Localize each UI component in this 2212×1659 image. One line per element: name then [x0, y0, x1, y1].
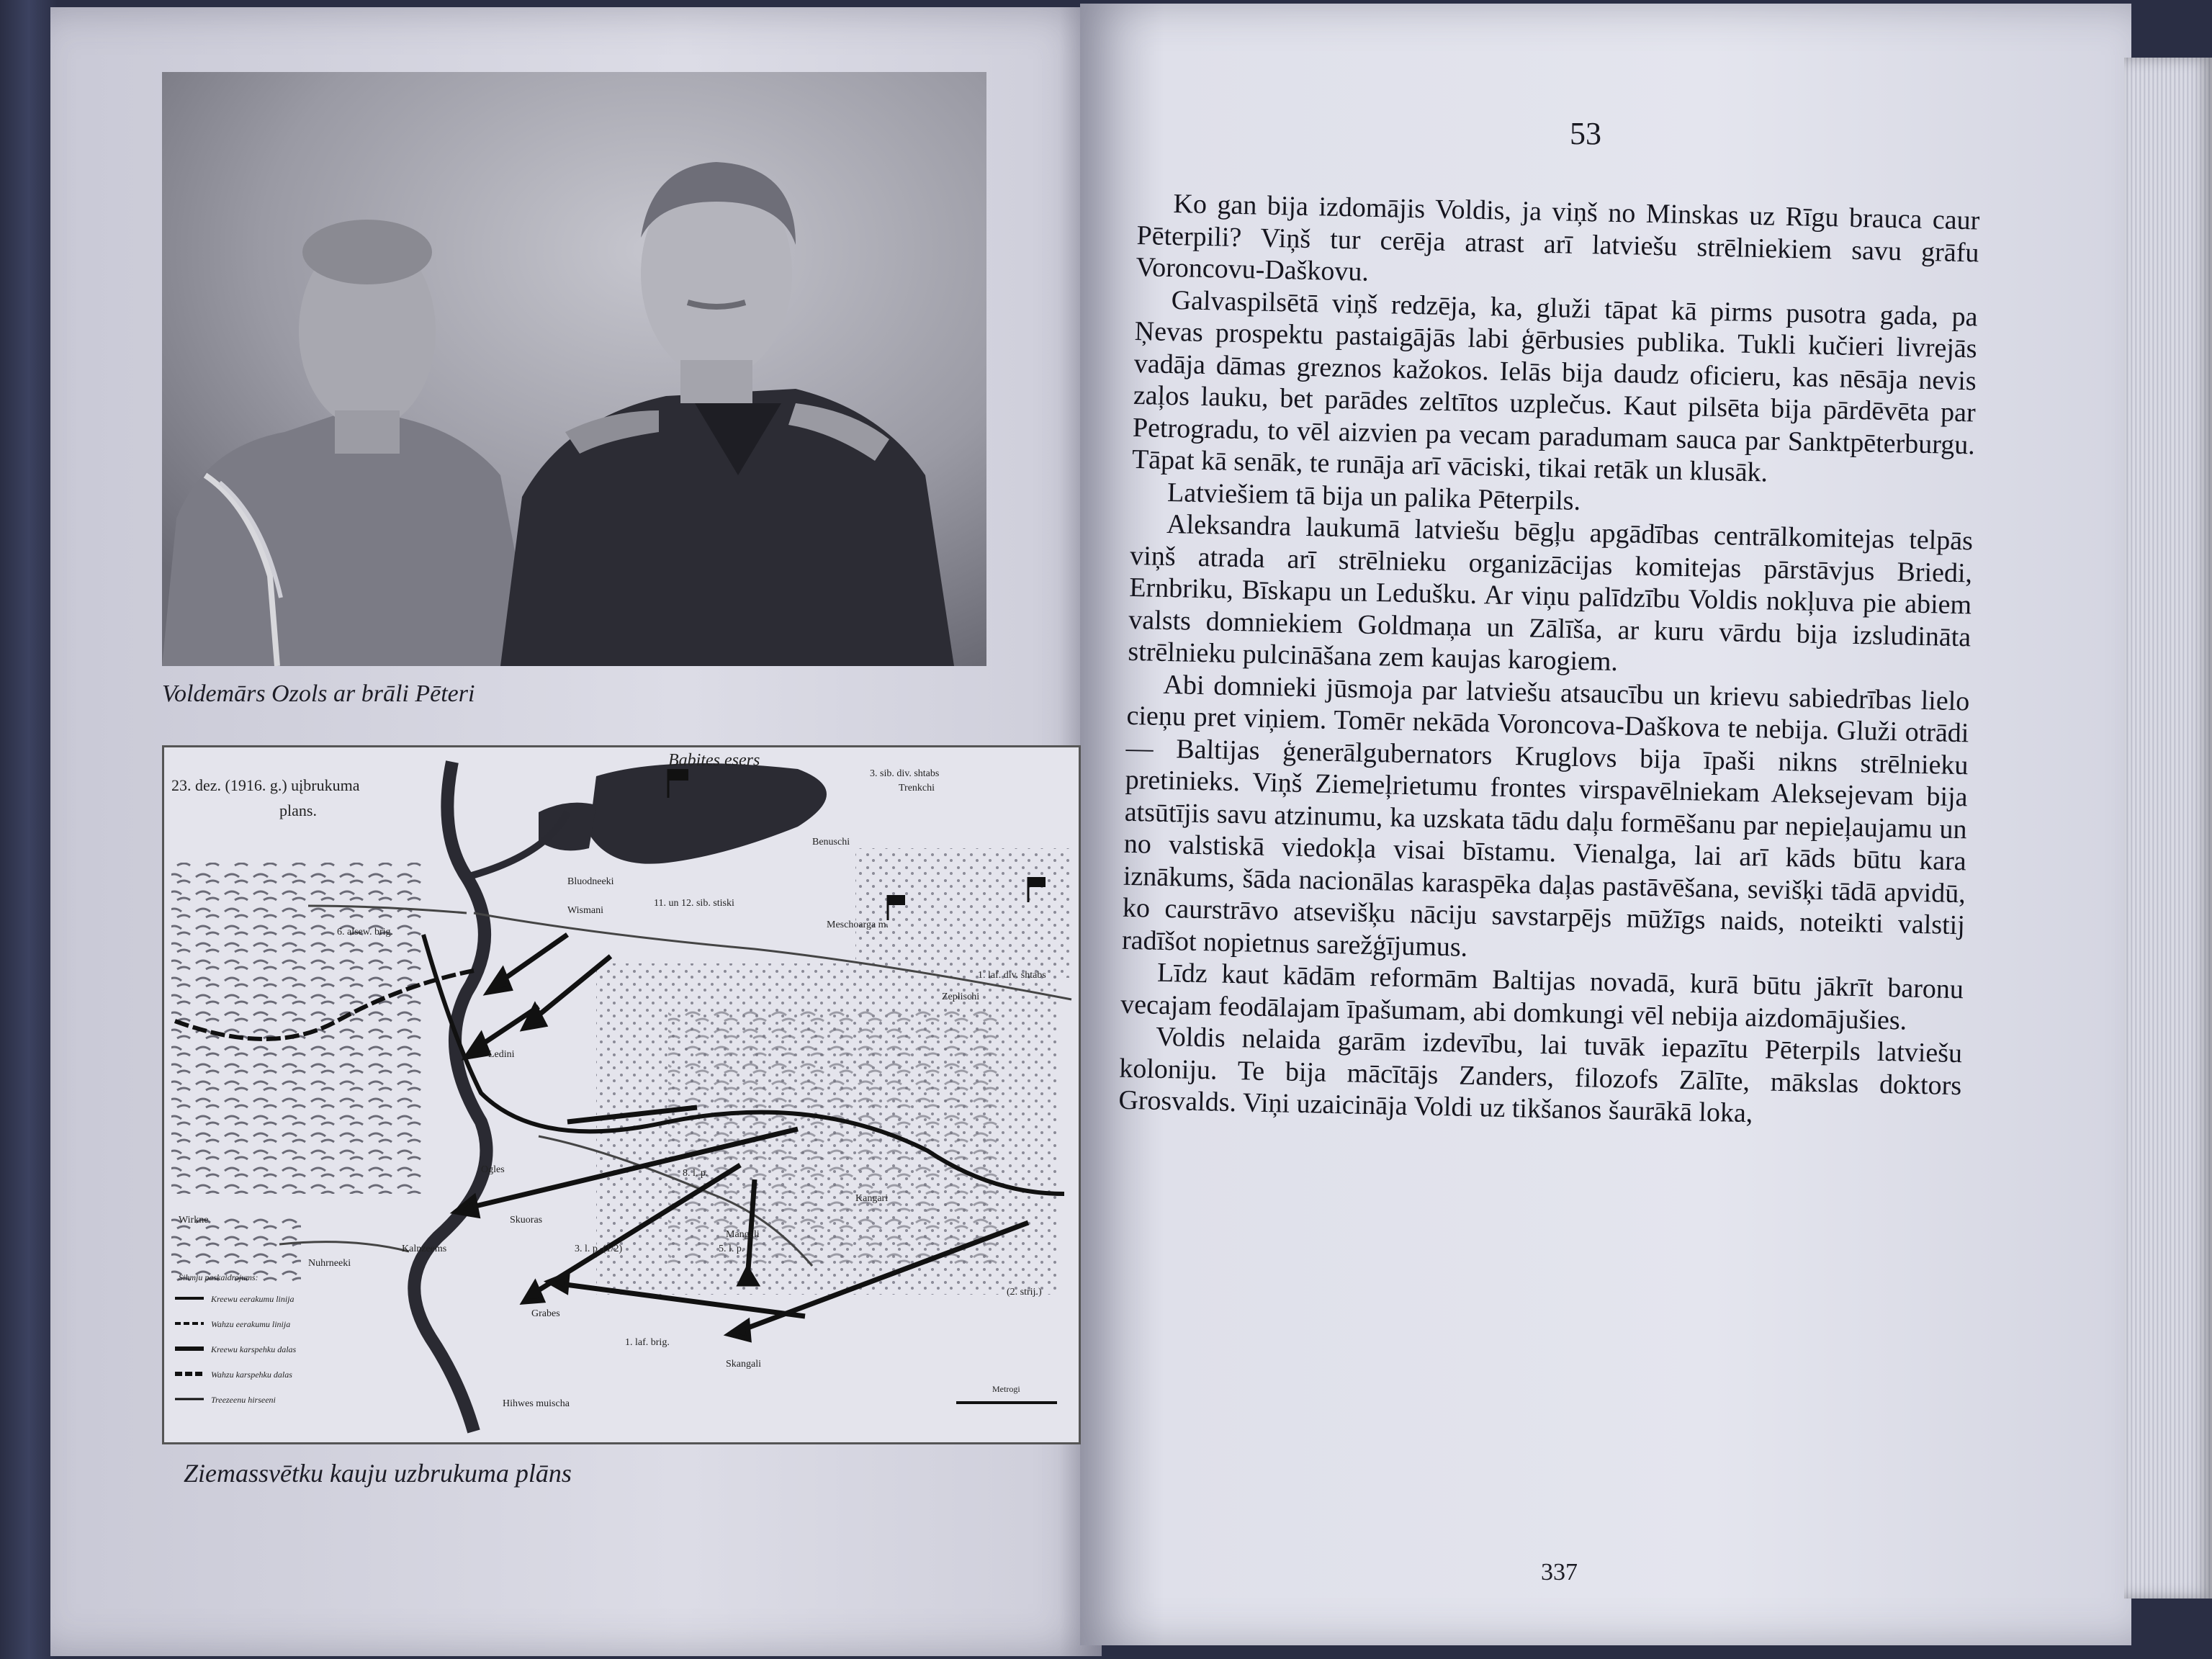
map-label-hihwes: Hihwes muischa [503, 1398, 570, 1409]
legend-item-3: Kreewu karspehku dalas [211, 1344, 297, 1354]
map-title-2: plans. [279, 801, 317, 819]
paragraph: Līdz kaut kādām reformām Baltijas novadā, kurā būtu jākrīt baronu vecajam feodālajam īpašumam, abi domkungi vēl nebija aizdomājušies. [1120, 957, 1964, 1036]
paragraph: Ko gan bija izdomājis Voldis, ja viņš no Minskas uz Rīgu brauca caur Pēterpili? Viņš tur cerēja atrast arī latviešu strēlniekiem savu grāfu Voroncovu-Daškovu. [1136, 189, 1980, 287]
map-label-skuoras: Skuoras [510, 1215, 543, 1226]
map-label-lp8: 8. l. p. [683, 1168, 709, 1179]
map-label-brig6: 6. alsew. brig. [337, 927, 394, 938]
map-label-kalnzeems: Kalnzeems [402, 1244, 447, 1254]
paragraph: Abi domnieki jūsmoja par latviešu atsaucību un krievu sabiedrības lielo cieņu pret viņiem. Tomēr nekāda Voroncova-Daškova te nebija. Gluži otrādi — Baltijas ģenerālgubernators Kruglovs bija īpaši nikns strēlnieku pretinieks. Viņš Ziemeļrietumu frontes virspavēlniekam Aleksejevam bija atsūtījis savu atzinumu, ka uzskata tādu daļu formēšanu par nepieļaujamu un no valstiskā viedokļa visai bīstamu. Vienalga, lai arī kāds būtu kara iznākums, šāda nacionālas karaspēka daļas pastāvēšana, sevišķi tādā apvidū, ko caurstrāvo atsevišķu nāciju savstarpējs mūžīgs naids, noteikti valstij radīšot nopietnus sarežģījumus. [1121, 669, 1970, 963]
map-label-kangari: Kangari [855, 1193, 889, 1204]
lake-label: Babites esers [668, 751, 760, 770]
map-label-mangali: Mangali [726, 1229, 760, 1240]
map-label-latbrig: 1. laf. brig. [625, 1337, 670, 1348]
map-label-benuschi: Benuschi [812, 837, 850, 848]
body-text [1118, 187, 1980, 1134]
photo-caption: Voldemārs Ozols ar brāli Pēteri [162, 680, 475, 707]
map-label-zeplischi: Zeplischi [942, 992, 980, 1002]
map-label-lp3: 3. l. p. (1/2) [575, 1244, 623, 1254]
map-scale: Metrogi [992, 1384, 1020, 1394]
battle-map [162, 745, 1081, 1444]
legend-item-5: Treezeenu hirseeni [211, 1395, 276, 1405]
map-title-1: 23. dez. (1916. g.) uįbrukuma [171, 776, 360, 794]
map-label-mezciems: Meschoarga m. [827, 920, 889, 930]
map-label-nuhrneeki: Nuhrneeki [308, 1258, 351, 1269]
map-label-grabes: Grabes [531, 1308, 560, 1319]
chapter-number: 53 [1570, 116, 1601, 151]
paragraph: Aleksandra laukumā latviešu bēgļu apgādības centrālkomitejas telpās viņš atrada arī strēlnieku organizācijas komitejas pārstāvjus Briedi, Ernbriku, Bīskapu un Ledušku. Ar viņu palīdzību Voldis nokļuva pie abiem valsts domniekiem Goldmaņa un Zālīša, ar kuru vārdu bija izsludināta strēlnieku pulcināšana zem kaujas karogiem. [1128, 508, 1974, 678]
paragraph: Voldis nelaida garām izdevību, lai tuvāk iepazītu Pēterpils latviešu koloniju. Te bija mācītājs Zanders, filozofs Zālīte, mākslas doktors Grosvalds. Viņi uzaicināja Voldi uz tikšanos šaurākā loka, [1118, 1021, 1963, 1129]
map-label-wismani: Wismani [567, 905, 603, 916]
paragraph: Latviešiem tā bija un palika Pēterpils. [1166, 477, 1581, 516]
legend-item-2: Wahzu eerakumu linija [211, 1319, 291, 1329]
paragraph: Galvaspilsētā viņš redzēja, ka, gluži tāpat kā pirms pusotra gada, pa Ņevas prospektu pastaigājās labi ģērbusies publika. Tukli kučieri livrejās vadāja dāmas greznos kažokos. Ielās bija daudz oficieru, kas nēsāja nevis zaļos lauku, bet parādes zeltītos uzplečus. Kaut pilsēta bija pārdēvēta par Petrogradu, to vēl aizvien pa vecam paradumam sauca par Sanktpēterburgu. Tāpat kā senāk, te runāja arī vāciski, tikai retāk un klusāk. [1131, 284, 1978, 488]
page-number: 337 [1541, 1559, 1578, 1586]
legend-title: Sihmju paskaidrojums: [179, 1272, 258, 1282]
map-label-wirkne: Wirkne [179, 1215, 209, 1226]
map-label-sib-div: 3. sib. div. shtabs [870, 768, 940, 779]
map-label-bluodneeki: Bluodneeki [567, 876, 614, 887]
map-caption: Ziemassvētku kauju uzbrukuma plāns [184, 1459, 572, 1488]
map-label-sib: 11. un 12. sib. stiski [654, 898, 734, 909]
legend-item-1: Kreewu eerakumu linija [211, 1294, 295, 1304]
map-label-ledini: Ledini [488, 1049, 515, 1060]
map-label-latdiv: 1. laf. div. shtabs [978, 970, 1046, 981]
map-label-skangali: Skangali [726, 1359, 761, 1370]
page-edges [2124, 58, 2212, 1599]
map-label-ogles: Ogles [481, 1164, 505, 1175]
map-label-lp5: 5. l. p. [719, 1244, 745, 1254]
map-label-trenkchi: Trenkchi [899, 783, 935, 793]
map-label-div2: (2. strij.) [1007, 1287, 1042, 1298]
legend-item-4: Wahzu karspehku dalas [211, 1370, 292, 1380]
portrait-photo [162, 72, 986, 666]
